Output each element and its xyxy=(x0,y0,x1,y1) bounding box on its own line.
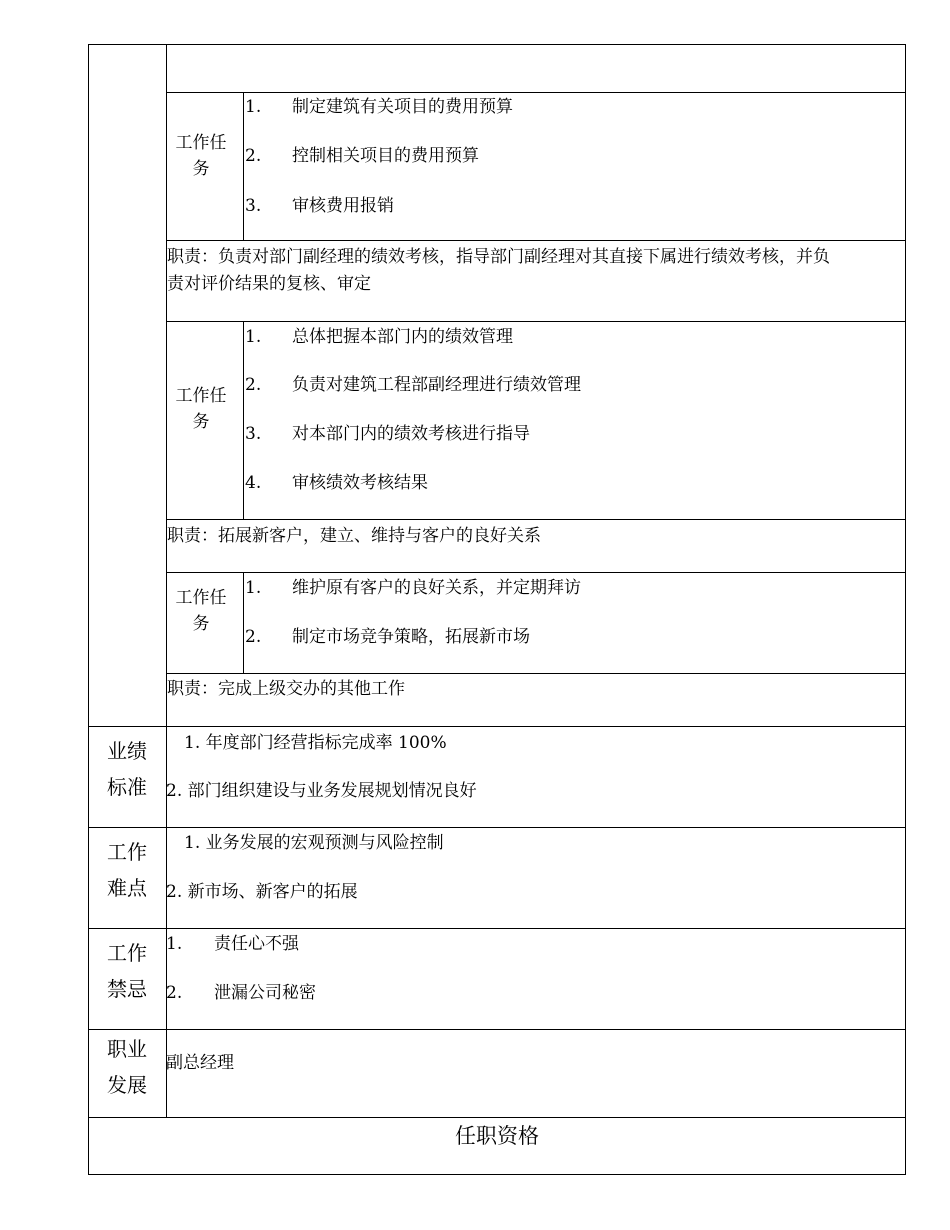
task-number: 1. xyxy=(245,97,262,117)
career-value: 副总经理 xyxy=(166,1053,234,1073)
task-number: 4. xyxy=(245,473,262,493)
career-label xyxy=(92,1031,162,1103)
qualification-title: 任职资格 xyxy=(455,1124,539,1148)
difficulty-item-2: 2. 新市场、新客户的拓展 xyxy=(166,882,358,902)
taboo-number: 2. xyxy=(166,983,183,1003)
task-label-text: 工作任务 xyxy=(175,588,227,634)
taboo-label xyxy=(92,935,162,1007)
performance-item-1: 1. 年度部门经营指标完成率 100% xyxy=(184,733,447,753)
performance-label xyxy=(92,733,162,805)
task-number: 2. xyxy=(245,627,262,647)
career-label-text: 职业发展 xyxy=(107,1037,147,1097)
performance-label-text: 业绩标准 xyxy=(107,739,147,799)
difficulty-item-1: 1. 业务发展的宏观预测与风险控制 xyxy=(184,833,444,853)
task-number: 3. xyxy=(245,196,262,216)
task-item: 控制相关项目的费用预算 xyxy=(292,146,479,166)
task-item: 审核绩效考核结果 xyxy=(292,473,428,493)
task-number: 1. xyxy=(245,327,262,347)
difficulty-label-text: 工作难点 xyxy=(107,840,147,900)
task-number: 2. xyxy=(245,375,262,395)
taboo-item: 责任心不强 xyxy=(214,934,299,954)
task-item: 制定市场竞争策略，拓展新市场 xyxy=(292,627,530,647)
task-item: 审核费用报销 xyxy=(292,196,394,216)
task-label-text: 工作任务 xyxy=(175,386,227,432)
task-label-3 xyxy=(166,585,236,637)
taboo-number: 1. xyxy=(166,934,183,954)
task-label-2 xyxy=(166,383,236,435)
taboo-label-text: 工作禁忌 xyxy=(107,941,147,1001)
task-label-1 xyxy=(166,130,236,182)
taboo-item: 泄漏公司秘密 xyxy=(214,983,316,1003)
task-number: 1. xyxy=(245,578,262,598)
task-item: 负责对建筑工程部副经理进行绩效管理 xyxy=(292,375,581,395)
task-item: 制定建筑有关项目的费用预算 xyxy=(292,97,513,117)
task-item: 总体把握本部门内的绩效管理 xyxy=(292,327,513,347)
duty-text-line2: 责对评价结果的复核、审定 xyxy=(167,274,371,294)
task-number: 3. xyxy=(245,424,262,444)
duty-text: 职责：完成上级交办的其他工作 xyxy=(167,679,405,699)
task-label-text: 工作任务 xyxy=(175,133,227,179)
duty-text: 职责：拓展新客户，建立、维持与客户的良好关系 xyxy=(167,526,541,546)
task-number: 2. xyxy=(245,146,262,166)
task-item: 维护原有客户的良好关系，并定期拜访 xyxy=(292,578,581,598)
difficulty-label xyxy=(92,834,162,906)
task-item: 对本部门内的绩效考核进行指导 xyxy=(292,424,530,444)
duty-text-line1: 职责：负责对部门副经理的绩效考核，指导部门副经理对其直接下属进行绩效考核，并负 xyxy=(167,247,830,267)
performance-item-2: 2. 部门组织建设与业务发展规划情况良好 xyxy=(166,781,477,801)
